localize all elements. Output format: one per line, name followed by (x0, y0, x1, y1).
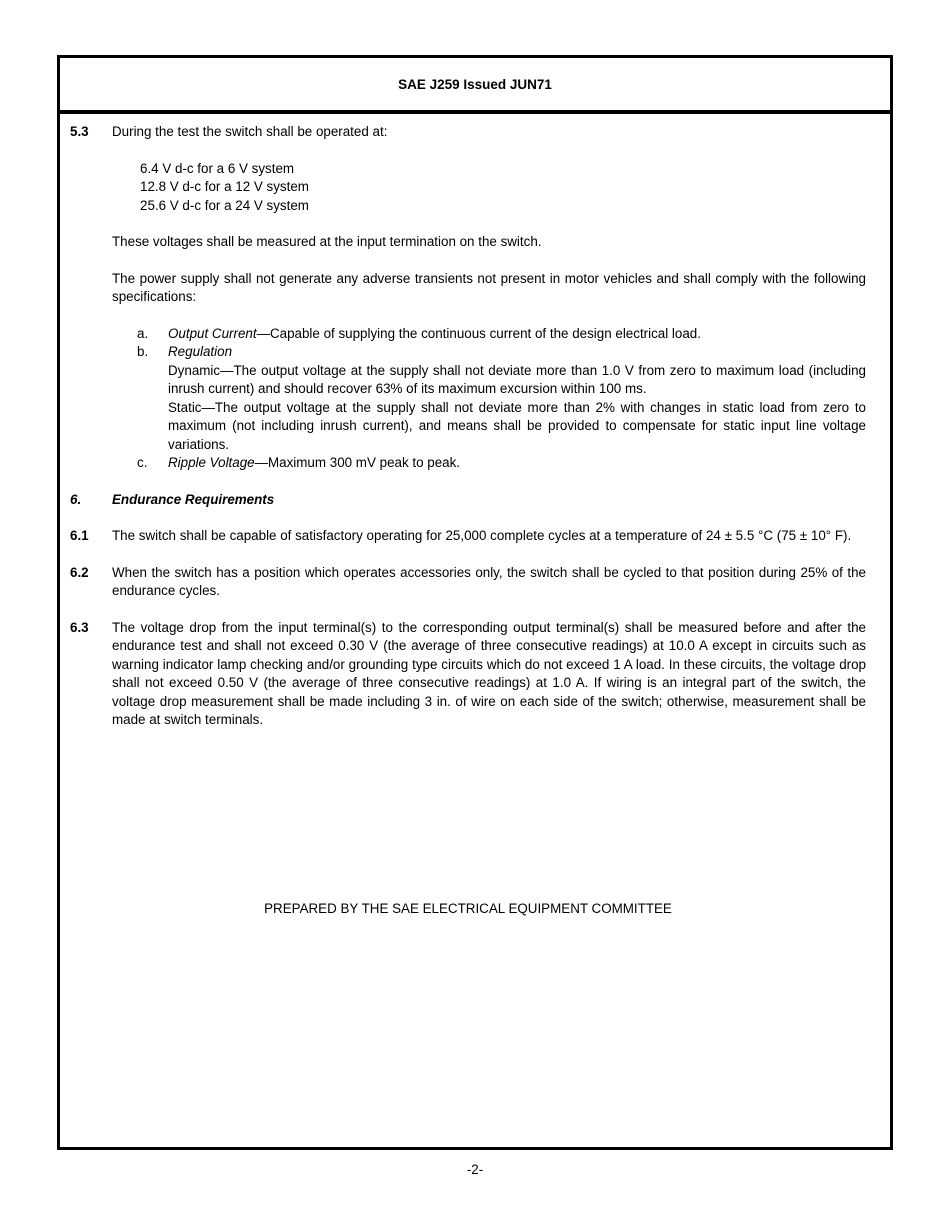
section-6-3-number: 6.3 (70, 619, 89, 635)
spec-item-c-rest: —Maximum 300 mV peak to peak. (254, 455, 461, 470)
section-6-number: 6. (70, 491, 82, 507)
section-6-3 (70, 619, 866, 730)
document-border-box (57, 55, 893, 1150)
voltage-list-item: 6.4 V d-c for a 6 V system (140, 160, 295, 176)
voltage-list-item: 12.8 V d-c for a 12 V system (140, 179, 309, 194)
section-6-title: Endurance Requirements (112, 491, 275, 507)
power-supply-paragraph: The power supply shall not generate any adverse transients not present in motor vehicles and shall comply with the following specifications: (112, 270, 866, 304)
document-title: SAE J259 Issued JUN71 (398, 76, 552, 92)
document-body (60, 114, 890, 918)
spec-item-c-text (168, 454, 866, 473)
spec-item-a-rest: —Capable of supplying the continuous current of the design electrical load. (256, 325, 701, 341)
section-6-2 (70, 564, 866, 601)
section-6-1-text: The switch shall be capable of satisfactory operating for 25,000 complete cycles at a temperature of 24 ± 5.5 °C (75 ± 10° F). (112, 528, 852, 543)
section-6-2-number: 6.2 (70, 564, 89, 580)
spec-item-a (112, 325, 866, 344)
spec-item-b-term: Regulation (168, 344, 233, 359)
spec-list (112, 325, 866, 473)
document-header (60, 58, 890, 114)
spec-item-a-text (168, 325, 866, 344)
section-5-3-number: 5.3 (70, 124, 89, 139)
spec-item-b-text (168, 343, 866, 362)
spec-item-b-sub-static: Static—The output voltage at the supply shall not deviate more than 2% with changes in static load from zero to maximum (not including inrush current), and means shall be provided to compensate for static input line voltage variations. (168, 399, 866, 452)
section-6-3-text: The voltage drop from the input terminal(s) to the corresponding output terminal(s) shall be measured before and after the endurance test and shall not exceed 0.30 V (the average of three consecutive readings) at 10.0 A except in circuits such as warning indicator lamp checking and/or grounding type circuits which do not exceed 1 A load. In these circuits, the voltage drop shall not exceed 0.50 V (the average of three consecutive readings) at 1.0 A. If wiring is an integral part of the switch, the voltage drop measurement shall be made including 3 in. of wire on each side of the switch; otherwise, measurement shall be made at switch terminals. (112, 619, 866, 727)
section-5-3-intro: During the test the switch shall be operated at: (112, 124, 388, 139)
spec-item-a-term: Output Current (168, 325, 257, 341)
spec-item-b (112, 343, 866, 362)
spec-item-c-term: Ripple Voltage (168, 455, 255, 470)
section-6-1-number: 6.1 (70, 528, 89, 543)
spec-item-c-letter: c. (137, 455, 148, 470)
spec-item-a-letter: a. (137, 325, 149, 341)
voltage-list (140, 160, 866, 216)
section-6-2-text: When the switch has a position which operates accessories only, the switch shall be cycled to that position during 25% of the endurance cycles. (112, 564, 866, 598)
prepared-by-note: PREPARED BY THE SAE ELECTRICAL EQUIPMENT COMMITTEE (264, 900, 672, 916)
spec-item-c (112, 454, 866, 473)
section-6-1 (70, 527, 866, 546)
section-5-3 (70, 123, 866, 142)
page-number: -2- (466, 1162, 484, 1177)
voltage-list-item: 25.6 V d-c for a 24 V system (140, 197, 309, 213)
measure-note-paragraph: These voltages shall be measured at the input termination on the switch. (112, 234, 542, 249)
spec-item-b-letter: b. (137, 344, 149, 359)
section-6-heading (70, 491, 866, 510)
spec-item-b-sub-dynamic: Dynamic—The output voltage at the supply shall not deviate more than 1.0 V from zero to maximum load (including inrush current) and should recover 63% of its maximum excursion within 100 ms. (168, 362, 866, 396)
